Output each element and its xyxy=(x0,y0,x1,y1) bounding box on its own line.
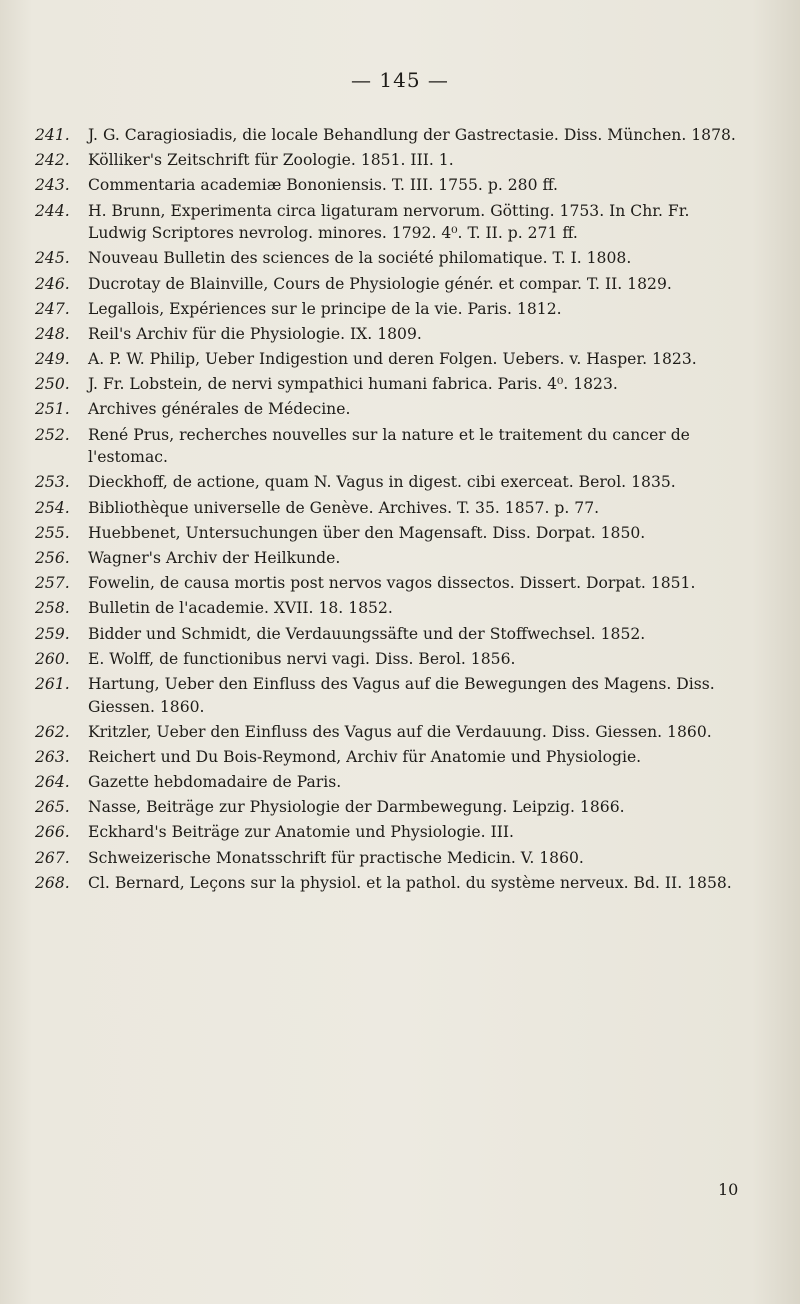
entry-number: 260. xyxy=(35,649,70,668)
bibliography-entry xyxy=(0,323,800,346)
entry-text: Cl. Bernard, Leçons sur la physiol. et la pathol. du système nerveux. Bd. II. 1858. xyxy=(88,873,732,892)
entry-number: 254. xyxy=(35,498,70,517)
bibliography-entry xyxy=(0,348,800,371)
entry-number: 249. xyxy=(35,350,70,369)
entry-text: Bidder und Schmidt, die Verdauungssäfte und der Stoffwechsel. 1852. xyxy=(88,624,646,643)
bibliography-entry xyxy=(0,597,800,620)
entry-text: Reichert und Du Bois-Reymond, Archiv für Anatomie und Physiologie. xyxy=(88,747,642,766)
bibliography-entry xyxy=(0,497,800,520)
entry-text: Dieckhoff, de actione, quam N. Vagus in digest. cibi exerceat. Berol. 1835. xyxy=(88,473,676,492)
bibliography-entry xyxy=(0,648,800,671)
bibliography-entry xyxy=(0,273,800,296)
bibliography-entry xyxy=(0,623,800,646)
bibliography-entry xyxy=(0,721,800,744)
bibliography-list xyxy=(0,124,800,897)
entry-number: 241. xyxy=(35,126,70,144)
bibliography-entry xyxy=(0,298,800,321)
bibliography-entry xyxy=(0,771,800,794)
entry-text: Kölliker's Zeitschrift für Zoologie. 1851. III. 1. xyxy=(88,151,454,170)
entry-number: 259. xyxy=(35,624,70,643)
entry-number: 247. xyxy=(35,299,70,318)
bibliography-entry xyxy=(0,872,800,895)
entry-number: 242. xyxy=(35,151,70,170)
bibliography-entry xyxy=(0,796,800,819)
entry-number: 255. xyxy=(35,523,70,542)
entry-number: 246. xyxy=(35,274,70,293)
entry-text: Eckhard's Beiträge zur Anatomie und Physiologie. III. xyxy=(88,823,515,842)
bibliography-entry xyxy=(0,398,800,421)
bibliography-entry xyxy=(0,847,800,870)
bibliography-entry xyxy=(0,572,800,595)
entry-number: 253. xyxy=(35,473,70,492)
entry-number: 256. xyxy=(35,549,70,567)
entry-number: 262. xyxy=(35,722,70,741)
entry-text: Wagner's Archiv der Heilkunde. xyxy=(88,549,341,567)
bibliography-entry xyxy=(0,673,800,718)
page-number: — 145 — xyxy=(351,68,449,92)
entry-text: Bibliothèque universelle de Genève. Archives. T. 35. 1857. p. 77. xyxy=(88,498,600,517)
entry-text: J. G. Caragiosiadis, die locale Behandlung der Gastrectasie. Diss. München. 1878. xyxy=(88,126,736,144)
entry-text: Commentaria academiæ Bononiensis. T. III. 1755. p. 280 ff. xyxy=(88,176,558,195)
entry-number: 266. xyxy=(35,823,70,842)
entry-number: 268. xyxy=(35,873,70,892)
entry-text: Schweizerische Monatsschrift für practische Medicin. V. 1860. xyxy=(88,848,584,867)
bibliography-entry xyxy=(0,174,800,197)
entry-text: Huebbenet, Untersuchungen über den Magensaft. Diss. Dorpat. 1850. xyxy=(88,523,646,542)
entry-text: H. Brunn, Experimenta circa ligaturam nervorum. Götting. 1753. In Chr. Fr. Ludwig Scriptores nevrolog. minores. 1792. 4⁰. T. II. p. 271 ff. xyxy=(88,201,690,243)
entry-text: J. Fr. Lobstein, de nervi sympathici humani fabrica. Paris. 4⁰. 1823. xyxy=(88,375,618,394)
entry-text: Ducrotay de Blainville, Cours de Physiologie génér. et compar. T. II. 1829. xyxy=(88,274,672,293)
entry-text: Archives générales de Médecine. xyxy=(88,400,351,419)
entry-text: Kritzler, Ueber den Einfluss des Vagus auf die Verdauung. Diss. Giessen. 1860. xyxy=(88,722,712,741)
bibliography-entry xyxy=(0,471,800,494)
entry-number: 245. xyxy=(35,249,70,268)
entry-text: A. P. W. Philip, Ueber Indigestion und deren Folgen. Uebers. v. Hasper. 1823. xyxy=(88,350,697,369)
entry-number: 263. xyxy=(35,747,70,766)
entry-number: 264. xyxy=(35,773,70,792)
entry-number: 244. xyxy=(35,201,70,220)
entry-text: Hartung, Ueber den Einfluss des Vagus auf die Bewegungen des Magens. Diss. Giessen. 1860. xyxy=(88,674,715,716)
entry-number: 257. xyxy=(35,574,70,593)
bibliography-entry xyxy=(0,746,800,769)
bibliography-entry xyxy=(0,373,800,396)
entry-text: Gazette hebdomadaire de Paris. xyxy=(88,773,342,792)
entry-number: 251. xyxy=(35,400,70,419)
entry-text: Nasse, Beiträge zur Physiologie der Darmbewegung. Leipzig. 1866. xyxy=(88,798,625,817)
entry-number: 252. xyxy=(35,425,70,444)
entry-text: René Prus, recherches nouvelles sur la nature et le traitement du cancer de l'estomac. xyxy=(88,425,690,467)
bibliography-entry xyxy=(0,247,800,270)
entry-number: 261. xyxy=(35,674,70,693)
bibliography-entry xyxy=(0,149,800,172)
bibliography-entry xyxy=(0,124,800,147)
entry-number: 265. xyxy=(35,798,70,817)
bibliography-entry xyxy=(0,424,800,469)
entry-text: Nouveau Bulletin des sciences de la société philomatique. T. I. 1808. xyxy=(88,249,632,268)
entry-number: 258. xyxy=(35,599,70,618)
signature-mark: 10 xyxy=(718,1180,739,1199)
bibliography-entry xyxy=(0,522,800,545)
bibliography-entry xyxy=(0,547,800,570)
entry-text: Bulletin de l'academie. XVII. 18. 1852. xyxy=(88,599,393,618)
entry-number: 267. xyxy=(35,848,70,867)
entry-text: Reil's Archiv für die Physiologie. IX. 1809. xyxy=(88,324,422,343)
entry-text: E. Wolff, de functionibus nervi vagi. Diss. Berol. 1856. xyxy=(88,649,516,668)
bibliography-entry xyxy=(0,821,800,844)
entry-text: Legallois, Expériences sur le principe de la vie. Paris. 1812. xyxy=(88,299,562,318)
entry-text: Fowelin, de causa mortis post nervos vagos dissectos. Dissert. Dorpat. 1851. xyxy=(88,574,696,593)
entry-number: 248. xyxy=(35,324,70,343)
entry-number: 250. xyxy=(35,375,70,394)
entry-number: 243. xyxy=(35,176,70,195)
bibliography-entry xyxy=(0,200,800,245)
